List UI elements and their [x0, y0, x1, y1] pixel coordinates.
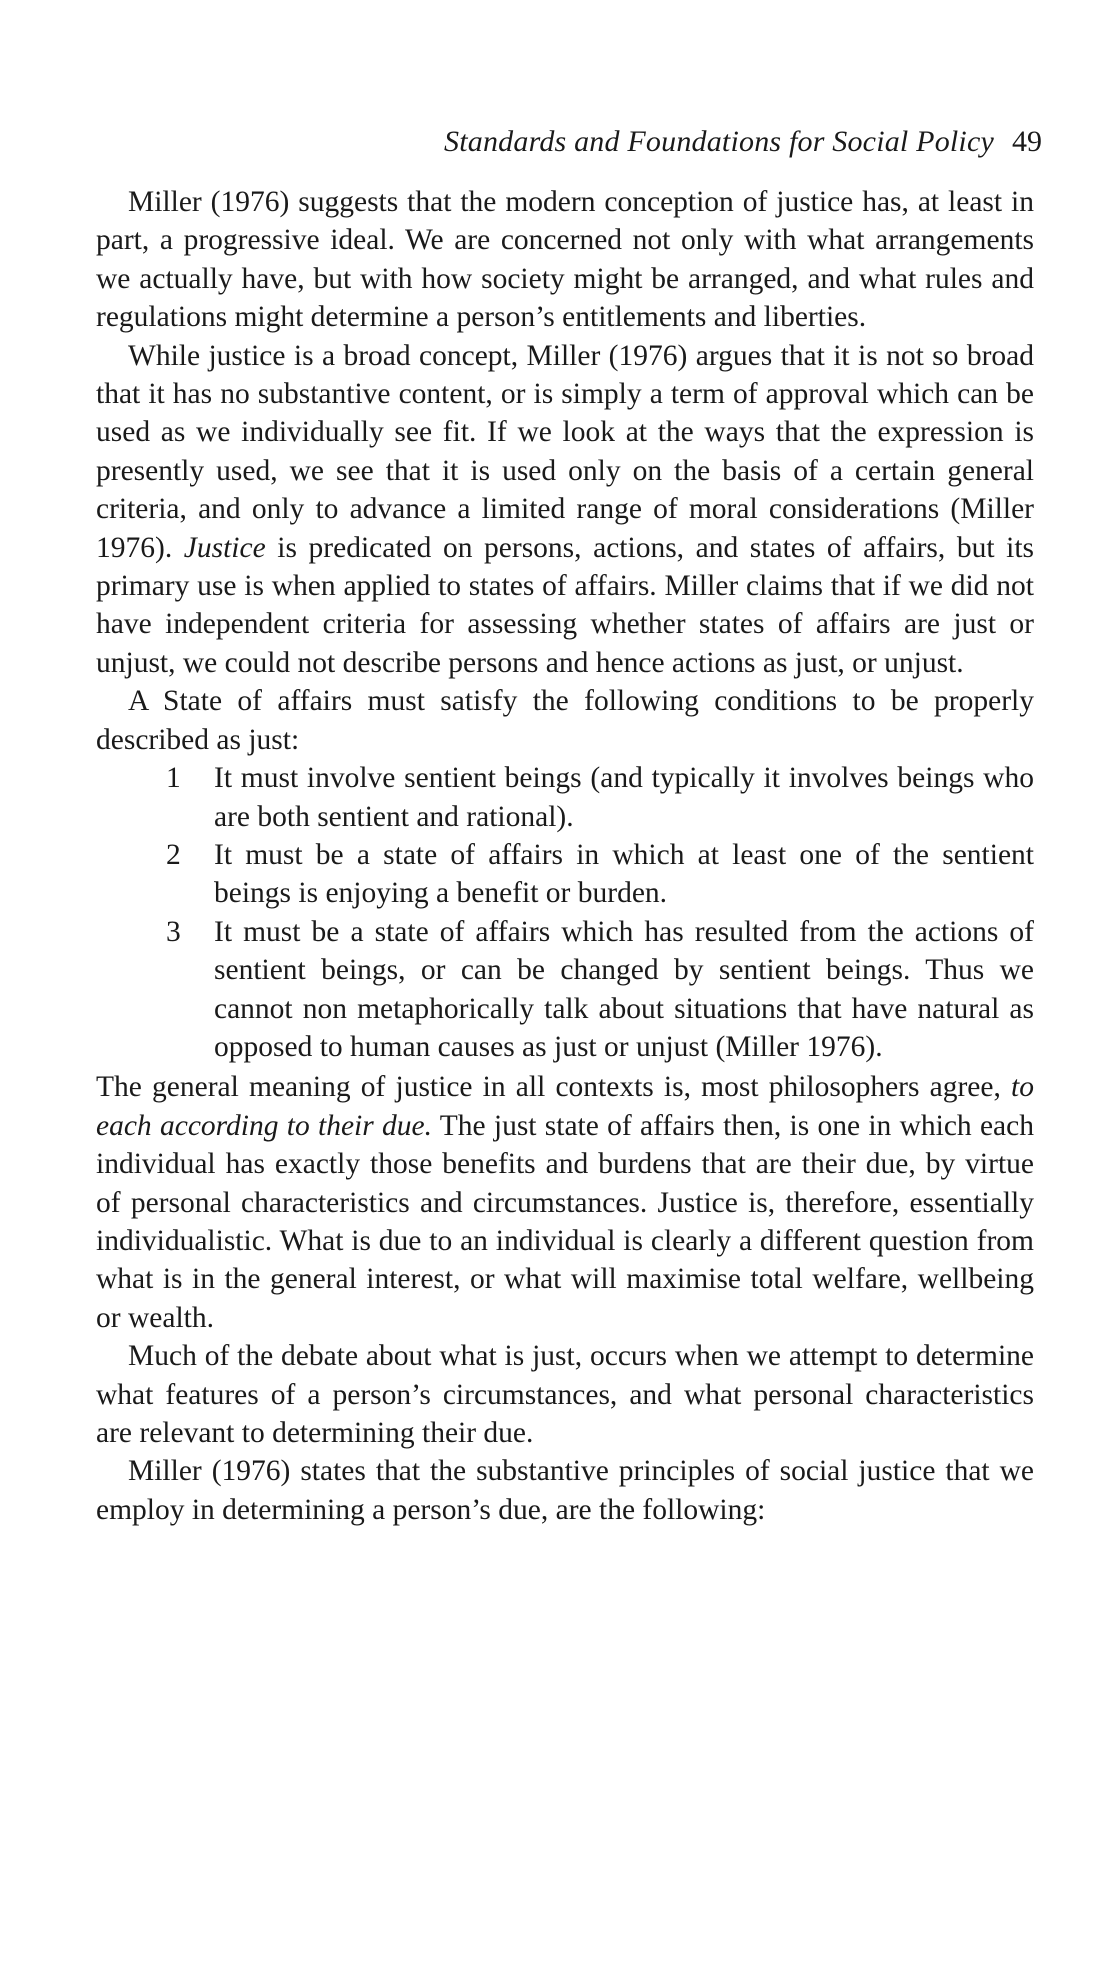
conditions-list — [96, 759, 1034, 1066]
paragraph-broad-concept — [96, 337, 1034, 683]
paragraph-general-meaning — [96, 1068, 1034, 1337]
paragraph-progressive-ideal: Miller (1976) suggests that the modern conception of justice has, at least in part, a progressive ideal. We are concerned not only with what arrangements we actually have, but with how society might be arranged, and what rules and regulations might determine a person’s entitlements and liberties. — [96, 186, 1034, 334]
paragraph-broad-concept-part-1: While justice is a broad concept, Miller (1976) argues that it is not so broad that it has no substantive content, or is simply a term of approval which can be used as we individually see fit. If we look at the ways that the expression is presently used, we see that it is used only on the basis of a certain general criteria, and only to advance a limited range of moral considerations (Miller 1976). — [96, 339, 1034, 564]
paragraph-conditions-intro: A State of affairs must satisfy the following conditions to be properly described as just: — [96, 685, 1034, 756]
body-text — [96, 183, 1034, 1529]
paragraph-substantive-principles: Miller (1976) states that the substantive principles of social justice that we employ in determining a person’s due, are the following: — [96, 1455, 1034, 1526]
list-item-text: It must be a state of affairs which has resulted from the actions of sentient beings, or can be changed by sentient beings. Thus we cannot non metaphorically talk about situations that have natural as opposed to human causes as just or unjust (Miller 1976). — [214, 915, 1034, 1063]
paragraph-debate: Much of the debate about what is just, occurs when we attempt to determine what features of a person’s circumstances, and what personal characteristics are relevant to determining their due. — [96, 1340, 1034, 1449]
paragraph-general-meaning-part-2: The just state of affairs then, is one in which each individual has exactly those benefits and burdens that are their due, by virtue of personal characteristics and circumstances. Justice is, therefore, essentially individualistic. What is due to an individual is clearly a different question from what is in the general interest, or what will maximise total welfare, wellbeing or wealth. — [96, 1109, 1034, 1334]
paragraph-broad-concept-part-2: is predicated on persons, actions, and states of affairs, but its primary use is when applied to states of affairs. Miller claims that if we did not have independent criteria for assessing whether states of affairs are just or unjust, we could not describe persons and hence actions as just, or unjust. — [96, 531, 1034, 679]
list-item-number: 3 — [166, 915, 181, 948]
paragraph-general-meaning-part-1: The general meaning of justice in all contexts is, most philosophers agree, — [96, 1071, 1012, 1104]
running-head — [90, 124, 1042, 160]
list-item — [96, 836, 1034, 913]
list-item-text: It must involve sentient beings (and typically it involves beings who are both sentient and rational). — [214, 762, 1034, 833]
list-item-number: 1 — [166, 762, 181, 795]
list-item — [96, 759, 1034, 836]
emphasis-justice: Justice — [183, 531, 266, 564]
list-item-number: 2 — [166, 838, 181, 871]
list-item-text: It must be a state of affairs in which at least one of the sentient beings is enjoying a benefit or burden. — [214, 838, 1034, 910]
page-number: 49 — [1012, 125, 1042, 158]
emphasis-to-each-according: to each according to their due. — [96, 1071, 1034, 1142]
running-head-title: Standards and Foundations for Social Policy — [444, 125, 994, 158]
list-item — [96, 913, 1034, 1067]
